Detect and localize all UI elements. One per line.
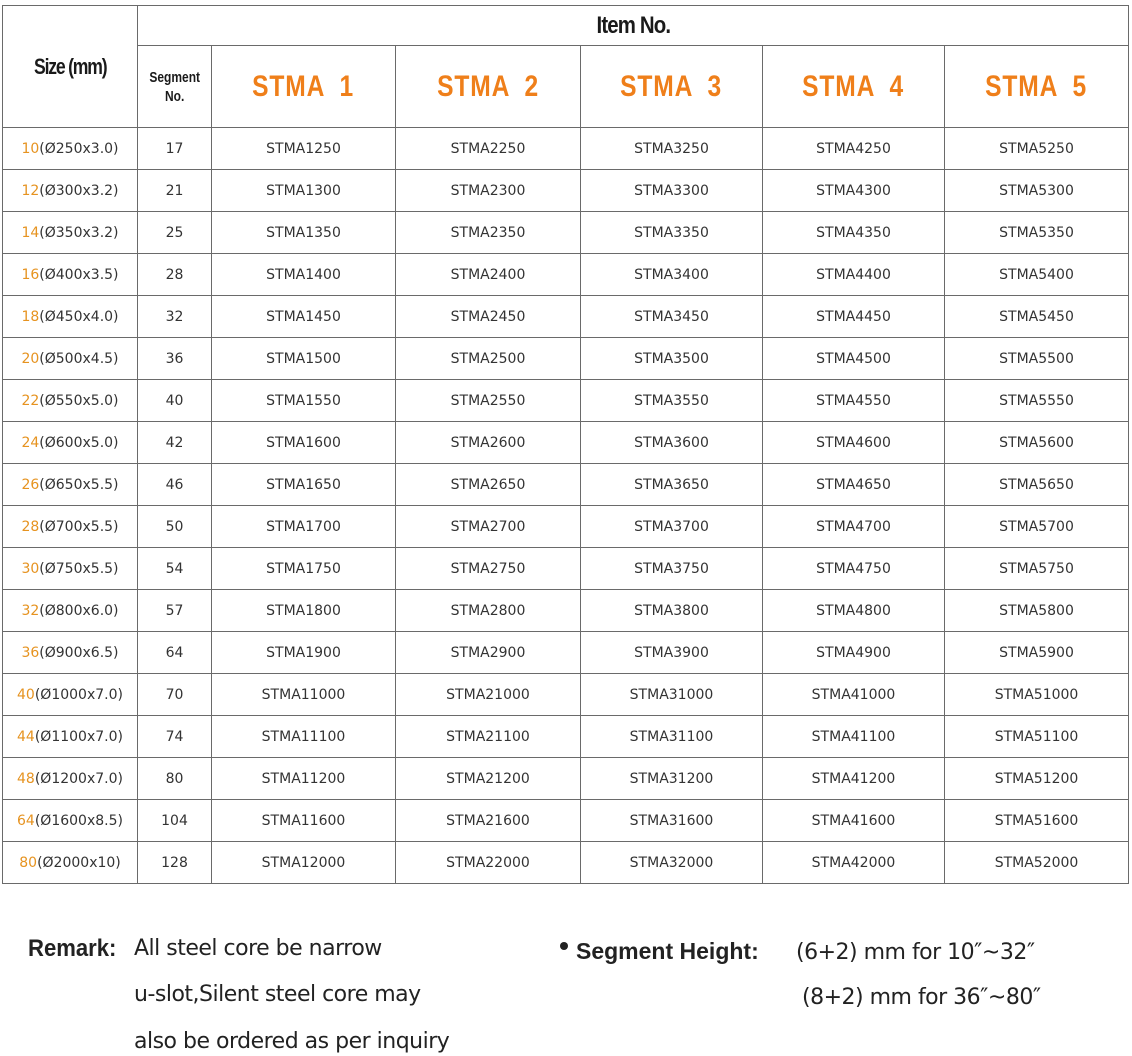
size-cell (3, 842, 138, 884)
item-number-cell: STMA51000 (945, 674, 1129, 716)
item-number-cell: STMA11600 (212, 800, 396, 842)
segment-height-note (560, 932, 1120, 1012)
item-number-cell: STMA4900 (763, 632, 945, 674)
series-header-2 (396, 46, 581, 128)
segment-count-cell: 17 (138, 128, 212, 170)
item-no-header-text: Item No. (596, 11, 670, 39)
item-number-cell: STMA2400 (396, 254, 581, 296)
table-row (3, 716, 1129, 758)
size-dimension-value: (Ø600x5.0) (39, 434, 119, 451)
item-number-cell: STMA5800 (945, 590, 1129, 632)
segment-label-line1: Segment (149, 68, 200, 86)
size-dimension-value: (Ø700x5.5) (39, 518, 119, 535)
table-row (3, 800, 1129, 842)
spec-table-body (3, 128, 1129, 884)
segment-count-cell: 50 (138, 506, 212, 548)
item-number-cell: STMA5650 (945, 464, 1129, 506)
item-number-cell: STMA3400 (581, 254, 763, 296)
item-number-cell: STMA3550 (581, 380, 763, 422)
table-row (3, 422, 1129, 464)
item-number-cell: STMA5450 (945, 296, 1129, 338)
item-number-cell: STMA4700 (763, 506, 945, 548)
remark-label: Remark: (28, 935, 117, 962)
item-number-cell: STMA4450 (763, 296, 945, 338)
item-number-cell: STMA32000 (581, 842, 763, 884)
size-cell (3, 422, 138, 464)
bullet-icon (560, 942, 568, 950)
size-dimension-value: (Ø500x4.5) (39, 350, 119, 367)
size-inch-value: 40 (17, 686, 35, 703)
table-row (3, 506, 1129, 548)
item-number-cell: STMA3600 (581, 422, 763, 464)
segment-count-cell: 128 (138, 842, 212, 884)
remark-line-2: u-slot,Silent steel core may (134, 982, 421, 1007)
segment-count-cell: 40 (138, 380, 212, 422)
size-inch-value: 28 (21, 518, 40, 535)
item-number-cell: STMA11100 (212, 716, 396, 758)
size-inch-value: 24 (21, 434, 40, 451)
item-number-cell: STMA2900 (396, 632, 581, 674)
item-number-cell: STMA5700 (945, 506, 1129, 548)
table-row (3, 128, 1129, 170)
item-number-cell: STMA3700 (581, 506, 763, 548)
item-number-cell: STMA1650 (212, 464, 396, 506)
item-number-cell: STMA5750 (945, 548, 1129, 590)
item-number-cell: STMA3450 (581, 296, 763, 338)
segment-height-line-2: (8+2) mm for 36″~80″ (802, 985, 1041, 1010)
series-label: STMA 1 (252, 69, 355, 103)
item-number-cell: STMA1750 (212, 548, 396, 590)
size-cell (3, 296, 138, 338)
size-cell (3, 674, 138, 716)
segment-count-cell: 32 (138, 296, 212, 338)
item-number-cell: STMA41600 (763, 800, 945, 842)
remark-line-3: also be ordered as per inquiry (134, 1029, 450, 1054)
size-inch-value: 80 (19, 854, 38, 871)
item-number-cell: STMA11000 (212, 674, 396, 716)
table-row (3, 170, 1129, 212)
table-row (3, 464, 1129, 506)
item-number-cell: STMA1350 (212, 212, 396, 254)
size-cell (3, 170, 138, 212)
item-number-cell: STMA3300 (581, 170, 763, 212)
item-number-cell: STMA41000 (763, 674, 945, 716)
item-number-cell: STMA31200 (581, 758, 763, 800)
item-number-cell: STMA2500 (396, 338, 581, 380)
size-cell (3, 632, 138, 674)
item-number-cell: STMA4300 (763, 170, 945, 212)
item-number-cell: STMA1550 (212, 380, 396, 422)
size-cell (3, 548, 138, 590)
size-inch-value: 12 (21, 182, 40, 199)
segment-count-cell: 57 (138, 590, 212, 632)
size-inch-value: 48 (17, 770, 35, 787)
item-number-cell: STMA21200 (396, 758, 581, 800)
item-number-cell: STMA4750 (763, 548, 945, 590)
item-number-cell: STMA2600 (396, 422, 581, 464)
item-number-cell: STMA1400 (212, 254, 396, 296)
product-spec-table (2, 5, 1129, 884)
item-number-cell: STMA31600 (581, 800, 763, 842)
series-header-3 (581, 46, 763, 128)
table-row (3, 212, 1129, 254)
size-cell (3, 716, 138, 758)
item-number-cell: STMA4800 (763, 590, 945, 632)
item-number-cell: STMA3800 (581, 590, 763, 632)
size-cell (3, 464, 138, 506)
item-number-cell: STMA3650 (581, 464, 763, 506)
item-number-cell: STMA41200 (763, 758, 945, 800)
item-number-cell: STMA51600 (945, 800, 1129, 842)
size-dimension-value: (Ø300x3.2) (39, 182, 119, 199)
series-label: STMA 5 (985, 69, 1088, 103)
item-number-cell: STMA22000 (396, 842, 581, 884)
table-row (3, 254, 1129, 296)
size-dimension-value: (Ø350x3.2) (39, 224, 119, 241)
size-dimension-value: (Ø800x6.0) (39, 602, 119, 619)
table-row (3, 842, 1129, 884)
size-dimension-value: (Ø1200x7.0) (34, 770, 123, 787)
series-label: STMA 2 (437, 69, 539, 103)
segment-count-cell: 36 (138, 338, 212, 380)
size-column-header (3, 6, 138, 128)
item-number-cell: STMA3350 (581, 212, 763, 254)
size-inch-value: 64 (17, 812, 35, 829)
item-number-cell: STMA42000 (763, 842, 945, 884)
item-number-cell: STMA4350 (763, 212, 945, 254)
size-inch-value: 14 (21, 224, 40, 241)
segment-height-line-1: (6+2) mm for 10″~32″ (796, 940, 1035, 965)
item-number-cell: STMA5550 (945, 380, 1129, 422)
size-inch-value: 36 (21, 644, 40, 661)
size-cell (3, 506, 138, 548)
size-inch-value: 16 (21, 266, 40, 283)
table-row (3, 380, 1129, 422)
segment-count-cell: 46 (138, 464, 212, 506)
item-number-cell: STMA3900 (581, 632, 763, 674)
size-dimension-value: (Ø450x4.0) (39, 308, 119, 325)
item-number-cell: STMA41100 (763, 716, 945, 758)
size-inch-value: 18 (21, 308, 40, 325)
item-number-cell: STMA3500 (581, 338, 763, 380)
remark-note (28, 930, 568, 1056)
size-cell (3, 800, 138, 842)
item-number-cell: STMA4550 (763, 380, 945, 422)
size-dimension-value: (Ø400x3.5) (39, 266, 119, 283)
item-number-cell: STMA4650 (763, 464, 945, 506)
series-header-5 (945, 46, 1129, 128)
item-number-cell: STMA2750 (396, 548, 581, 590)
item-number-cell: STMA2350 (396, 212, 581, 254)
size-dimension-value: (Ø1100x7.0) (34, 728, 123, 745)
size-cell (3, 338, 138, 380)
item-number-cell: STMA2800 (396, 590, 581, 632)
segment-count-cell: 80 (138, 758, 212, 800)
table-row (3, 548, 1129, 590)
table-row (3, 296, 1129, 338)
item-number-cell: STMA21000 (396, 674, 581, 716)
size-dimension-value: (Ø1600x8.5) (34, 812, 123, 829)
segment-count-cell: 21 (138, 170, 212, 212)
segment-no-header (138, 46, 212, 128)
remark-line-1: All steel core be narrow (134, 936, 382, 961)
item-number-cell: STMA5350 (945, 212, 1129, 254)
size-inch-value: 44 (17, 728, 35, 745)
item-number-cell: STMA5400 (945, 254, 1129, 296)
item-number-cell: STMA51100 (945, 716, 1129, 758)
segment-count-cell: 42 (138, 422, 212, 464)
table-row (3, 758, 1129, 800)
item-number-cell: STMA2700 (396, 506, 581, 548)
size-dimension-value: (Ø1000x7.0) (34, 686, 123, 703)
item-number-cell: STMA1600 (212, 422, 396, 464)
item-no-header (138, 6, 1129, 46)
item-number-cell: STMA1800 (212, 590, 396, 632)
item-number-cell: STMA2300 (396, 170, 581, 212)
segment-count-cell: 74 (138, 716, 212, 758)
item-number-cell: STMA4600 (763, 422, 945, 464)
item-number-cell: STMA1900 (212, 632, 396, 674)
table-row (3, 674, 1129, 716)
size-cell (3, 128, 138, 170)
size-inch-value: 10 (21, 140, 40, 157)
series-label: STMA 3 (620, 69, 723, 103)
item-number-cell: STMA31100 (581, 716, 763, 758)
series-header-1 (212, 46, 396, 128)
size-dimension-value: (Ø550x5.0) (39, 392, 119, 409)
item-number-cell: STMA4400 (763, 254, 945, 296)
series-label: STMA 4 (802, 69, 905, 103)
item-number-cell: STMA5500 (945, 338, 1129, 380)
item-number-cell: STMA11200 (212, 758, 396, 800)
size-inch-value: 22 (21, 392, 40, 409)
item-number-cell: STMA2250 (396, 128, 581, 170)
item-number-cell: STMA12000 (212, 842, 396, 884)
segment-count-cell: 70 (138, 674, 212, 716)
item-number-cell: STMA2550 (396, 380, 581, 422)
item-number-cell: STMA2450 (396, 296, 581, 338)
table-row (3, 590, 1129, 632)
size-cell (3, 758, 138, 800)
item-number-cell: STMA5900 (945, 632, 1129, 674)
size-cell (3, 590, 138, 632)
size-inch-value: 32 (21, 602, 40, 619)
item-number-cell: STMA52000 (945, 842, 1129, 884)
segment-count-cell: 104 (138, 800, 212, 842)
segment-count-cell: 54 (138, 548, 212, 590)
item-number-cell: STMA5300 (945, 170, 1129, 212)
segment-height-label: Segment Height: (576, 938, 759, 964)
size-dimension-value: (Ø2000x10) (37, 854, 121, 871)
segment-count-cell: 28 (138, 254, 212, 296)
item-number-cell: STMA5250 (945, 128, 1129, 170)
size-inch-value: 20 (21, 350, 40, 367)
item-number-cell: STMA1500 (212, 338, 396, 380)
table-row (3, 632, 1129, 674)
item-number-cell: STMA21100 (396, 716, 581, 758)
size-inch-value: 26 (21, 476, 40, 493)
item-number-cell: STMA4500 (763, 338, 945, 380)
size-cell (3, 212, 138, 254)
item-number-cell: STMA4250 (763, 128, 945, 170)
segment-count-cell: 25 (138, 212, 212, 254)
item-number-cell: STMA21600 (396, 800, 581, 842)
size-dimension-value: (Ø650x5.5) (39, 476, 119, 493)
size-inch-value: 30 (21, 560, 40, 577)
segment-no-header-text (149, 68, 200, 106)
item-number-cell: STMA1450 (212, 296, 396, 338)
size-cell (3, 380, 138, 422)
segment-label-line2: No. (164, 87, 185, 105)
item-number-cell: STMA1300 (212, 170, 396, 212)
size-dimension-value: (Ø900x6.5) (39, 644, 119, 661)
size-dimension-value: (Ø750x5.5) (39, 560, 119, 577)
item-number-cell: STMA51200 (945, 758, 1129, 800)
item-number-cell: STMA3250 (581, 128, 763, 170)
size-dimension-value: (Ø250x3.0) (39, 140, 119, 157)
size-header-text: Size (mm) (33, 53, 107, 79)
item-number-cell: STMA1700 (212, 506, 396, 548)
item-number-cell: STMA1250 (212, 128, 396, 170)
item-number-cell: STMA5600 (945, 422, 1129, 464)
item-number-cell: STMA31000 (581, 674, 763, 716)
table-row (3, 338, 1129, 380)
item-number-cell: STMA2650 (396, 464, 581, 506)
size-cell (3, 254, 138, 296)
series-header-4 (763, 46, 945, 128)
segment-count-cell: 64 (138, 632, 212, 674)
item-number-cell: STMA3750 (581, 548, 763, 590)
